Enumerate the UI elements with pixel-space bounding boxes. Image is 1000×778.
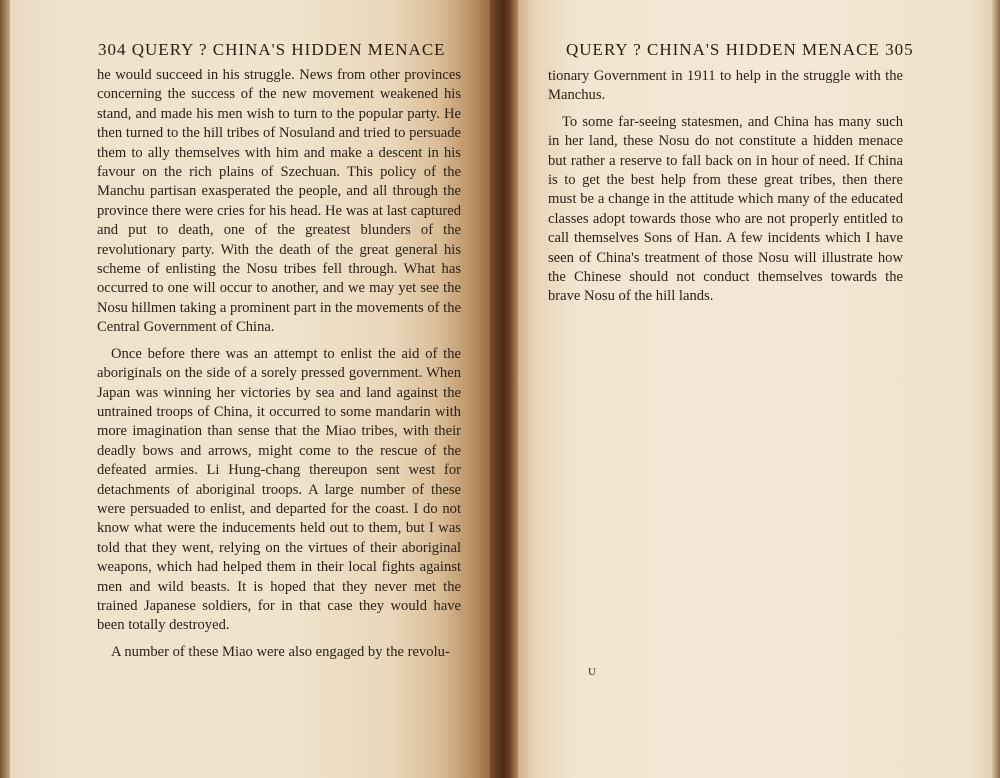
right-running-title: QUERY ? CHINA'S HIDDEN MENACE bbox=[566, 40, 880, 59]
left-page-number: 304 bbox=[98, 40, 127, 59]
right-page bbox=[510, 0, 994, 778]
left-running-title: QUERY ? CHINA'S HIDDEN MENACE bbox=[131, 40, 446, 59]
book-gutter bbox=[490, 0, 518, 778]
right-paragraph-1: tionary Government in 1911 to help in the struggle with the Manchus. bbox=[548, 68, 903, 104]
right-paragraph-2: To some far-seeing statesmen, and China has many such in her land, these Nosu do not constitute a hidden menace but rather a reserve to fall back on in hour of need. If China is to get the best help from these great tribes, then there must be a change in the attitude which many of the educated classes adopt towards those who are not properly entitled to call themselves Sons of Han. A few incidents which I have seen of China's treatment of those Nosu will illustrate how the Chinese should not conduct themselves towards the brave Nosu of the hill lands. bbox=[548, 113, 903, 305]
left-paragraph-2: Once before there was an attempt to enlist the aid of the aboriginals on the side of a sorely pressed government. When Japan was winning her victories by sea and land against the untrained troops of China, it occurred to some mandarin with more imagination than sense that the Miao tribes, with their deadly bows and arrows, might come to the rescue of the defeated armies. Li Hung-chang thereupon sent west for detachments of aboriginal troops. A large number of these were persuaded to enlist, and departed for the coast. I do not know what were the inducements held out to them, but I was told that they went, relying on the virtues of their aboriginal weapons, which had helped them in their local fights against men and wild beasts. It is hoped that they never met the trained Japanese soldiers, for in that case they would have been totally destroyed. bbox=[97, 345, 461, 634]
right-running-head bbox=[566, 40, 914, 60]
left-paragraph-1: he would succeed in his struggle. News from other provinces concerning the success of the new movement weakened his stand, and made his men wish to turn to the popular party. He then turned to the hill tribes of Nosuland and tried to persuade them to ally themselves with him and make a descent in his favour on the rich plains of Szechuan. This policy of the Manchu partisan exasperated the people, and all through the province there were cries for his head. He was at last captured and put to death, one of the greatest blunders of the revolutionary party. With the death of the great general his scheme of enlisting the Nosu tribes fell through. What has occurred to one will occur to another, and we may yet see the Nosu hillmen taking a prominent part in the movements of the Central Government of China. bbox=[97, 67, 461, 336]
right-page-edge bbox=[992, 0, 1000, 778]
left-page bbox=[8, 0, 498, 778]
left-running-head bbox=[98, 40, 446, 60]
right-text-block bbox=[548, 67, 903, 314]
left-page-edge bbox=[0, 0, 10, 778]
right-page-number: 305 bbox=[885, 40, 914, 59]
left-text-block bbox=[97, 66, 461, 669]
left-paragraph-3: A number of these Miao were also engaged by the revolu- bbox=[111, 643, 450, 660]
signature-mark: U bbox=[588, 666, 596, 678]
